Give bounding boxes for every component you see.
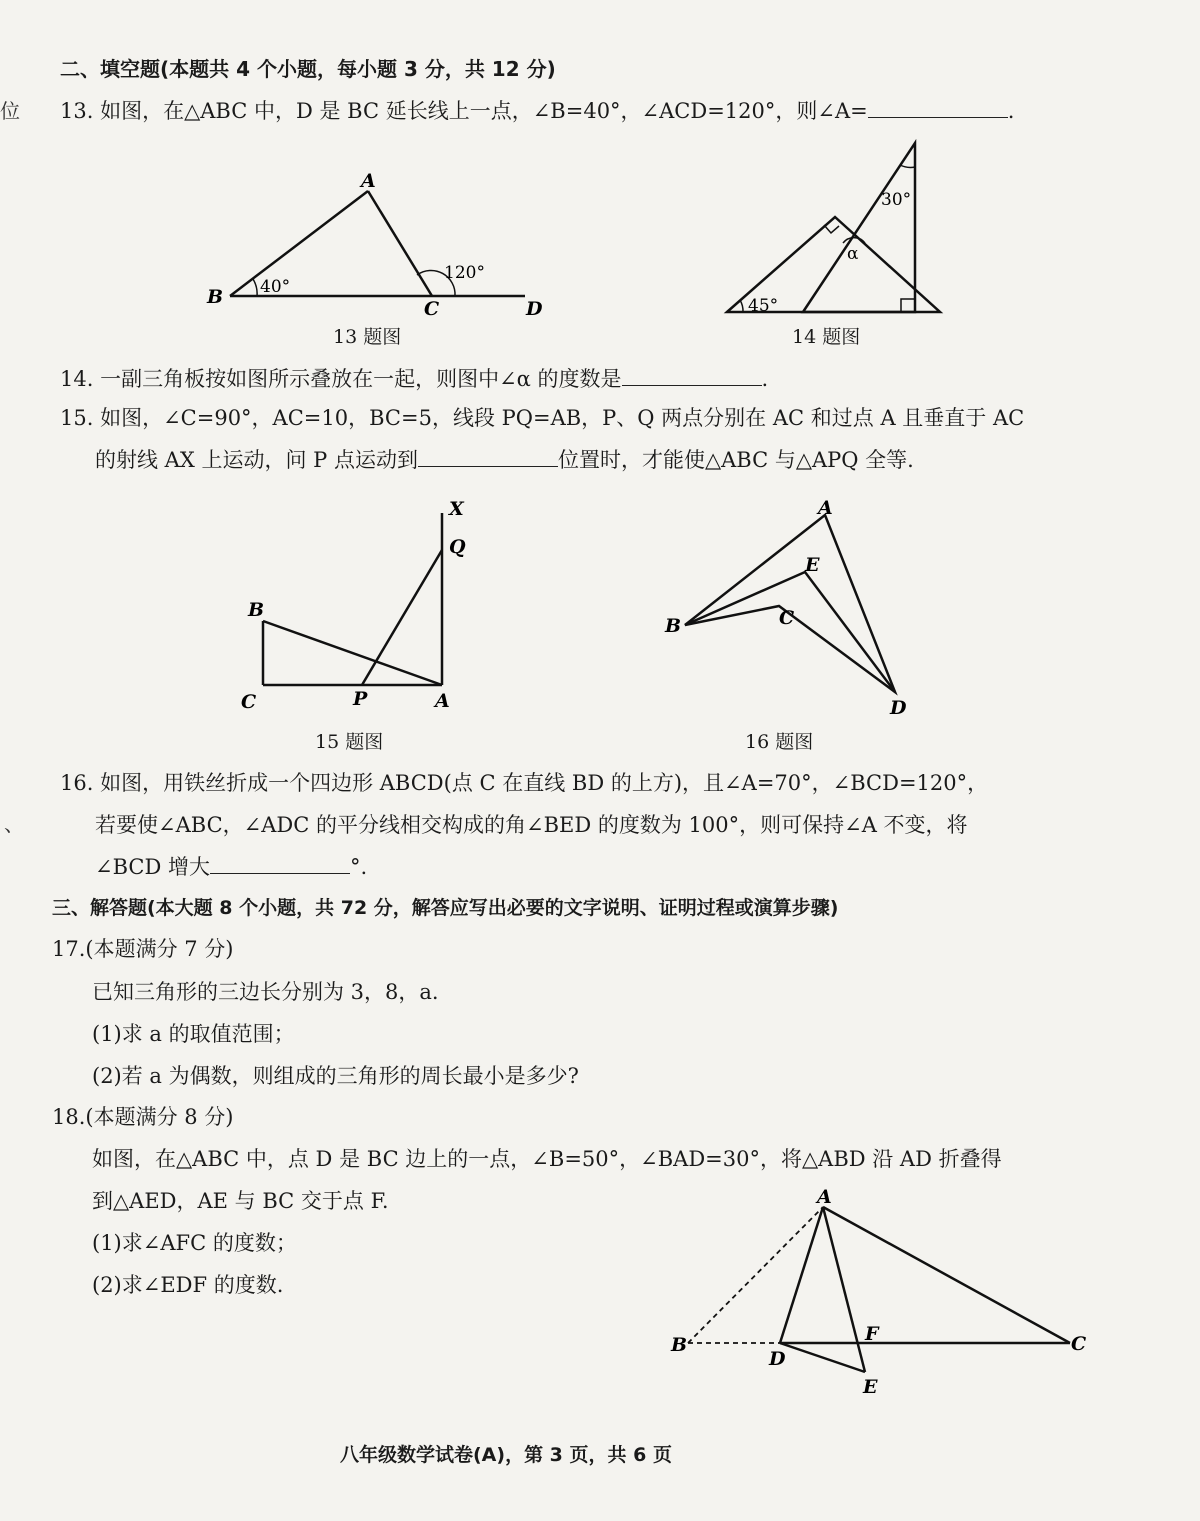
answer-blank [418,448,558,467]
question-17-part-1: (1)求 a 的取值范围； [92,1022,295,1046]
question-14-end: . [761,367,769,391]
label-C: C [424,298,440,320]
section-3-title: 三、解答题(本大题 8 个小题，共 72 分，解答应写出必要的文字说明、证明过程或演算步骤) [52,897,839,919]
figure-13 [195,165,555,325]
question-18-part-1: (1)求∠AFC 的度数； [92,1231,297,1255]
angle-ACD-value: 120° [444,263,485,283]
question-13-text: 13. 如图，在△ABC 中，D 是 BC 延长线上一点，∠B=40°，∠ACD=120°，则∠A= [60,99,868,123]
question-15-line-1: 15. 如图，∠C=90°，AC=10，BC=5，线段 PQ=AB，P、Q 两点分别在 AC 和过点 A 且垂直于 AC [60,406,1025,430]
question-16-line-3 [95,854,367,880]
figure-14 [720,135,950,320]
label-C: C [1071,1333,1087,1355]
label-B: B [207,286,224,308]
figure-18 [665,1180,1095,1400]
section-2-title: 二、填空题(本题共 4 个小题，每小题 3 分，共 12 分) [60,57,556,81]
label-C: C [779,607,795,629]
angle-alpha-label: α [847,244,859,264]
angle-30-value: 30° [881,190,912,210]
figure-16 [655,490,925,725]
question-18-part-2: (2)求∠EDF 的度数. [92,1273,284,1297]
label-D: D [769,1348,786,1370]
question-17-header: 17.(本题满分 7 分) [52,937,234,961]
question-13-end: . [1007,99,1015,123]
question-16-line-2: 若要使∠ABC，∠ADC 的平分线相交构成的角∠BED 的度数为 100°，则可保持∠A 不变，将 [95,813,968,837]
question-14-text: 14. 一副三角板按如图所示叠放在一起，则图中∠α 的度数是 [60,367,622,391]
question-16-text-b: °. [350,855,368,879]
question-16-line-1: 16. 如图，用铁丝折成一个四边形 ABCD(点 C 在直线 BD 的上方)，且∠A=70°，∠BCD=120°， [60,771,989,795]
answer-blank [868,99,1008,118]
label-D: D [526,298,543,320]
label-E: E [863,1376,878,1398]
label-A: A [361,170,376,192]
question-14 [60,366,768,392]
answer-blank [210,855,350,874]
answer-blank [622,367,762,386]
label-F: F [865,1323,879,1345]
question-17-stem: 已知三角形的三边长分别为 3，8，a. [92,980,439,1004]
question-17-part-2: (2)若 a 为偶数，则组成的三角形的周长最小是多少? [92,1064,579,1088]
label-A: A [817,1186,832,1208]
question-18-stem-2: 到△AED，AE 与 BC 交于点 F. [92,1189,389,1213]
label-X: X [449,498,464,520]
question-16-text-a: ∠BCD 增大 [95,855,210,879]
label-B: B [671,1334,688,1356]
page-footer: 八年级数学试卷(A)，第 3 页，共 6 页 [340,1444,672,1466]
question-18-header: 18.(本题满分 8 分) [52,1105,234,1129]
label-C: C [241,691,257,713]
label-A: A [435,690,450,712]
question-18-stem-1: 如图，在△ABC 中，点 D 是 BC 边上的一点，∠B=50°，∠BAD=30°，将△ABD 沿 AD 折叠得 [92,1147,1002,1171]
label-P: P [353,688,368,710]
question-15-line-2 [95,447,914,473]
figure-15-caption: 15 题图 [315,731,384,753]
label-D: D [890,697,907,719]
question-15-text-a: 的射线 AX 上运动，问 P 点运动到 [95,448,418,472]
figure-15 [235,495,495,720]
question-15-text-b: 位置时，才能使△ABC 与△APQ 全等. [557,448,914,472]
label-B: B [248,599,265,621]
figure-14-caption: 14 题图 [792,326,861,348]
question-13 [60,98,1014,124]
label-E: E [805,554,820,576]
label-Q: Q [449,536,466,558]
label-B: B [665,615,682,637]
figure-16-caption: 16 题图 [745,731,814,753]
figure-13-caption: 13 题图 [333,326,402,348]
margin-mark: 、 [4,812,24,836]
angle-B-value: 40° [260,277,291,297]
margin-mark: 位 [0,99,20,123]
angle-45-value: 45° [748,296,779,316]
label-A: A [818,497,833,519]
